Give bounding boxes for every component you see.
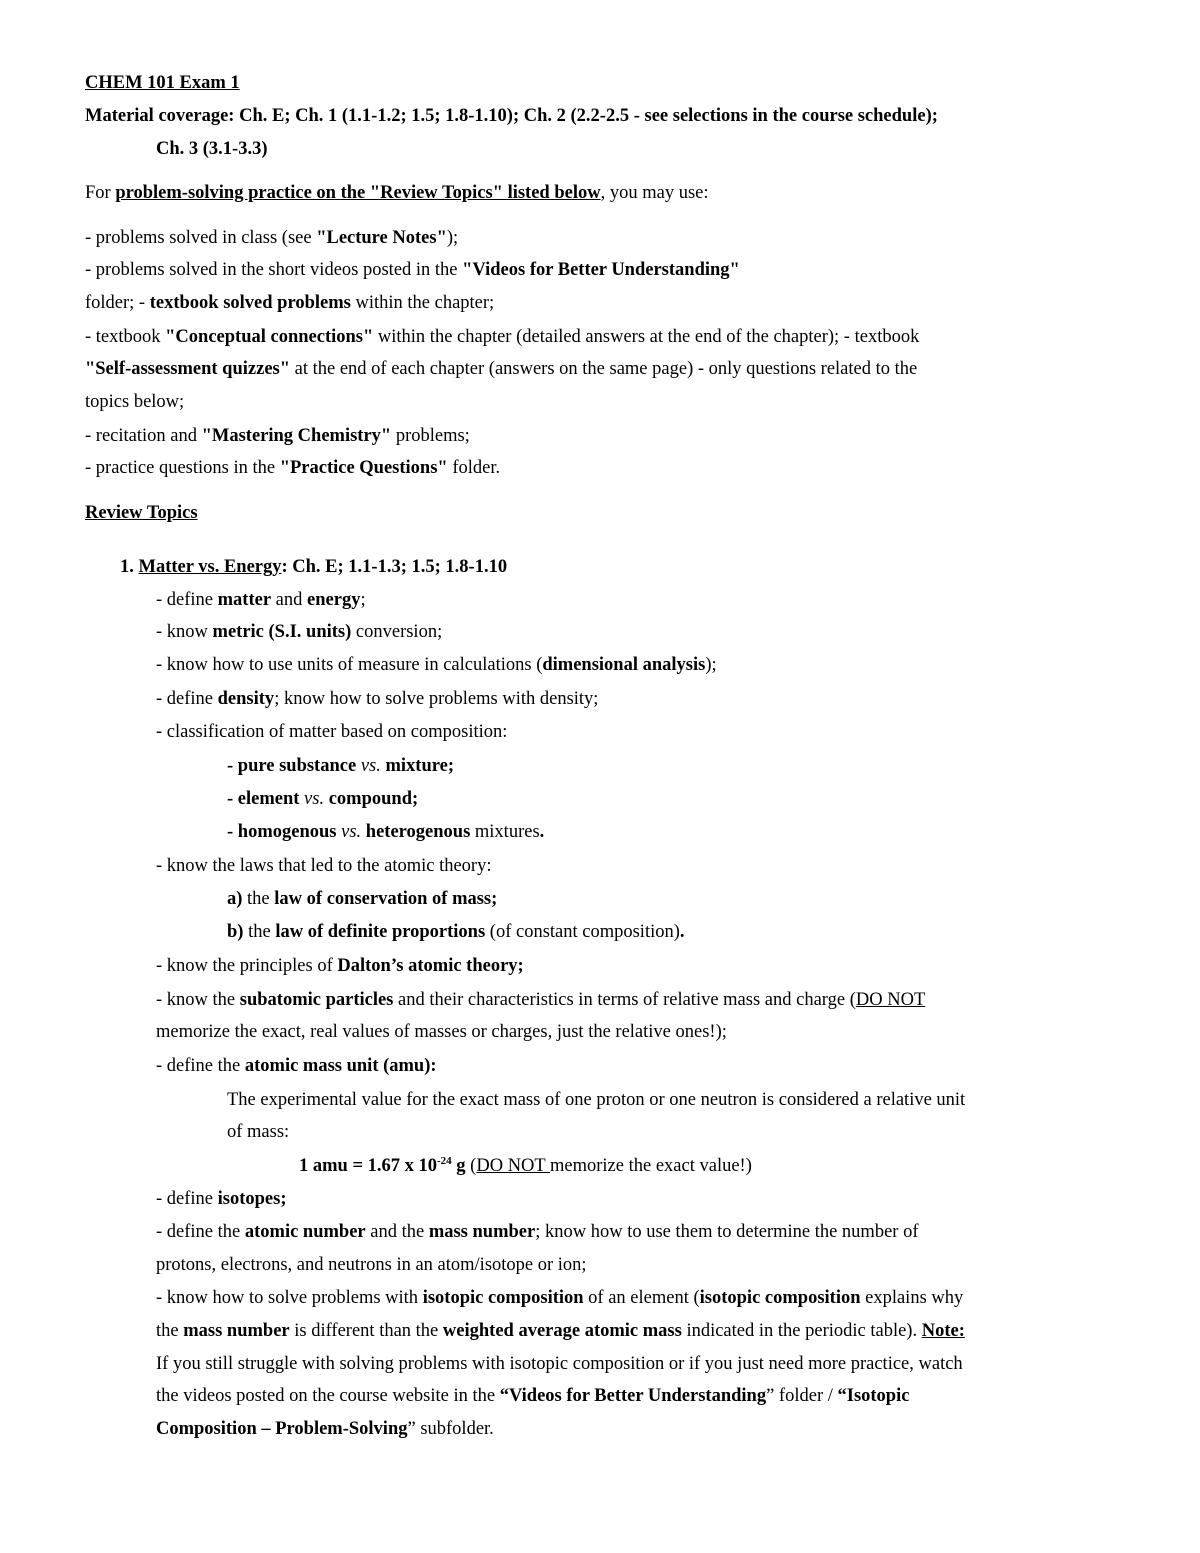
resource-line: - textbook "Conceptual connections" within the chapter (detailed answers at the end of the chapter); - textbook [85, 327, 920, 347]
topic-item: - define the atomic mass unit (amu): [156, 1056, 437, 1076]
topic-text: of mass: [227, 1122, 290, 1142]
topic-subitem: - pure substance vs. mixture; [227, 756, 454, 776]
topic-item: - define isotopes; [156, 1189, 287, 1209]
topic-text: The experimental value for the exact mass of one proton or one neutron is considered a relative unit [227, 1090, 966, 1110]
resource-line: "Self-assessment quizzes" at the end of each chapter (answers on the same page) - only questions related to the [85, 359, 918, 379]
intro-line: For problem-solving practice on the "Review Topics" listed below, you may use: [85, 183, 709, 203]
topic-item: - know the principles of Dalton’s atomic theory; [156, 956, 524, 976]
resource-line: - practice questions in the "Practice Questions" folder. [85, 458, 501, 478]
review-topics-heading: Review Topics [85, 503, 198, 523]
coverage-line-1: Material coverage: Ch. E; Ch. 1 (1.1-1.2; 1.5; 1.8-1.10); Ch. 2 (2.2-2.5 - see selections in the course schedule); [85, 106, 938, 126]
topic-item: - know how to solve problems with isotopic composition of an element (isotopic composition explains why [156, 1288, 964, 1308]
resource-line: - problems solved in class (see "Lecture Notes"); [85, 228, 459, 248]
topic-item: the videos posted on the course website in the “Videos for Better Understanding” folder / “Isotopic [156, 1386, 910, 1406]
topic-item: - define the atomic number and the mass number; know how to use them to determine the number of [156, 1222, 919, 1242]
topic-item: If you still struggle with solving problems with isotopic composition or if you just need more practice, watch [156, 1354, 963, 1374]
resource-line: - recitation and "Mastering Chemistry" problems; [85, 426, 470, 446]
intro-emphasis: problem-solving practice on the "Review Topics" listed below [115, 183, 601, 203]
topic-item: - define matter and energy; [156, 590, 366, 610]
amu-equation: 1 amu = 1.67 x $10^{-24}$ g (DO NOT memorize the exact value!) [299, 1154, 752, 1176]
topic-item: protons, electrons, and neutrons in an atom/isotope or ion; [156, 1255, 587, 1275]
topic-item: - know how to use units of measure in calculations (dimensional analysis); [156, 655, 717, 675]
topic-item: - classification of matter based on composition: [156, 722, 508, 742]
topic-item: - know metric (S.I. units) conversion; [156, 622, 443, 642]
topic-item: memorize the exact, real values of masses or charges, just the relative ones!); [156, 1022, 727, 1042]
topic-subitem: - element vs. compound; [227, 789, 419, 809]
topic-item: - know the laws that led to the atomic theory: [156, 856, 492, 876]
topic-subitem: a) the law of conservation of mass; [227, 889, 498, 909]
resource-line: topics below; [85, 392, 185, 412]
resource-line: - problems solved in the short videos posted in the "Videos for Better Understanding" [85, 260, 740, 280]
topic-1-heading: 1. Matter vs. Energy: Ch. E; 1.1-1.3; 1.5; 1.8-1.10 [120, 557, 508, 577]
topic-item: - know the subatomic particles and their characteristics in terms of relative mass and charge (DO NOT [156, 990, 926, 1010]
topic-item: Composition – Problem-Solving” subfolder. [156, 1419, 494, 1439]
exam-title: CHEM 101 Exam 1 [85, 73, 240, 93]
topic-item: the mass number is different than the weighted average atomic mass indicated in the periodic table). Note: [156, 1321, 965, 1341]
topic-subitem: - homogenous vs. heterogenous mixtures. [227, 822, 545, 842]
coverage-line-2: Ch. 3 (3.1-3.3) [156, 139, 268, 159]
resource-line: folder; - textbook solved problems within the chapter; [85, 293, 495, 313]
topic-subitem: b) the law of definite proportions (of constant composition). [227, 922, 685, 942]
topic-item: - define density; know how to solve problems with density; [156, 689, 599, 709]
